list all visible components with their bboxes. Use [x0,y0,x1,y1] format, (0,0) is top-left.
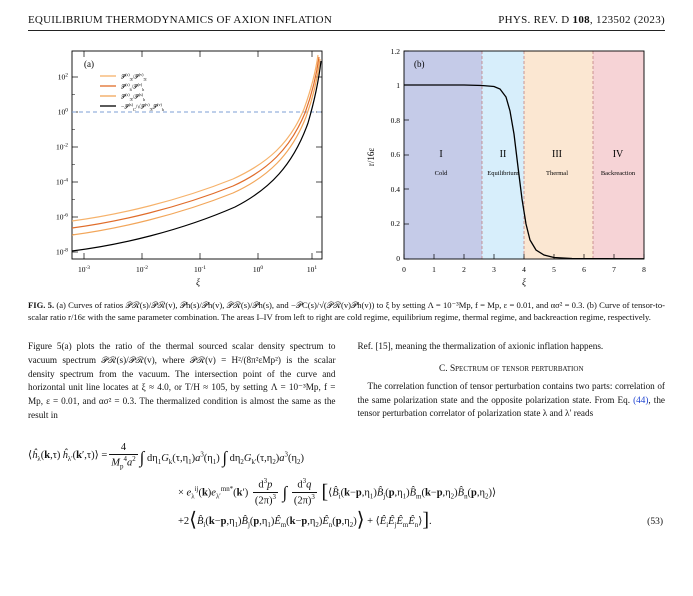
section-number: C. [438,363,448,374]
svg-text:3: 3 [492,265,496,274]
svg-text:𝒫(s)ℛ/𝒫(s)h: 𝒫$^{(s)}_ℛ$/𝒫$^{(s)}_h$ [121,92,145,102]
equation-53 [28,441,665,530]
svg-text:10-4: $10^{-4}$ [56,177,68,187]
svg-text:ξ: ξ [522,277,526,287]
figure-caption-text: (a) Curves of ratios 𝒫ℛ(s)/𝒫ℛ(v), 𝒫h(s)/𝒫h(v), 𝒫ℛ(s)/𝒫h(s), and −𝒫C(s)/√(𝒫ℛ(v)𝒫h(v)) to ξ by setting Λ = 10⁻³Mp, f = Mp, ε = 0.01, and ασ² = 0.3. (b) Curve of tensor-to-scalar ratio r/16ε with the same parameter combination. The areas I–IV from left to right are cold regime, equilibrium regime, thermal regime, and backreaction regime, respectively. [28,300,665,323]
running-head-title: EQUILIBRIUM THERMODYNAMICS OF AXION INFLATION [28,14,332,26]
svg-text:1.2: 1.2 [390,47,400,56]
svg-text:6: 6 [582,265,586,274]
svg-text:Equilibrium: Equilibrium [487,170,519,177]
section-title: Spectrum of tensor perturbation [449,363,584,374]
svg-text:−𝒫(s)C/√𝒫(v)ℛ𝒫(v)h: −𝒫$^{(s)}_C$/√𝒫$^{(v)}_ℛ$𝒫$^{(v)}_h$ [121,102,164,112]
journal-volume: 108 [572,14,590,26]
svg-text:0.2: 0.2 [390,219,400,228]
journal-article: , 123502 (2023) [589,14,665,26]
left-p1-def: 𝒫ℛ(v) = H²/(8π²εMp²) [189,354,281,365]
left-column [28,340,336,427]
journal-name: PHYS. REV. D [498,14,573,26]
svg-text:0.4: 0.4 [390,185,400,194]
svg-text:102: $10^2$ [57,72,68,82]
svg-text:1: 1 [432,265,436,274]
right-p1-text: Ref. [15], meaning the thermalization of axionic inflation happens. [357,340,604,351]
running-head-journal [498,14,665,26]
svg-text:7: 7 [612,265,616,274]
svg-text:Thermal: Thermal [545,170,569,177]
equation-lhs: $⟨ĥ_\lambda(k,\tau)$ $ĥ_{\lambda'}(k',\tau)⟩$ = [28,450,108,464]
equation-link-44[interactable]: (44) [633,394,649,405]
svg-text:IV: IV [612,149,624,160]
svg-text:5: 5 [552,265,556,274]
equation-line-2: × $e_\lambda^{ij}(k)e_{\lambda'}^{mn*}(k')$ $\frac{d^3p}{(2\pi)^3}$ ∫ $\frac{d^3q}{(2\pi)^3}$ [$⟨B̂_i(k-p,\eta_1)B̂_j(p,\eta_1)B̂_m(k-p,\eta_2)B̂_n(p,\eta_2)⟩$ [178,478,497,507]
svg-text:0: 0 [402,265,406,274]
right-column [358,340,666,427]
svg-text:10-6: $10^{-6}$ [56,212,68,222]
svg-text:10-3: $10^{-3}$ [78,265,90,274]
svg-text:ξ: ξ [196,277,200,287]
equation-line-3: $+2⟨B̂_i(k-p,\eta_1)B̂_j(p,\eta_1)Ê_m(k-p,\eta_2)Ê_n(p,\eta_2)⟩$ + $⟨Ê_iÊ_jÊ_mÊ_n⟩$]. [178,509,432,532]
section-heading-c [358,362,666,376]
svg-text:0.6: 0.6 [390,150,400,159]
svg-text:III: III [552,149,562,160]
equation-number: (53) [647,517,663,528]
svg-text:Cold: Cold [434,170,448,177]
right-paragraph-1 [358,340,666,354]
figure-caption [28,299,665,324]
equation-integrals-1: ∫ $d\eta_1G_k(\tau,\eta_1)a^3(\eta_1)$ ∫ $d\eta_2G_{k'}(\tau,\eta_2)a^3(\eta_2)$ [139,448,304,467]
svg-text:100: $10^0$ [57,107,68,117]
svg-text:10-2: $10^{-2}$ [136,265,148,274]
right-p2-post: , the tensor perturbation correlator of polarization state λ and λ′ reads [357,394,665,419]
panel-a-svg [28,39,340,289]
svg-text:10-2: $10^{-2}$ [56,142,68,152]
right-p2-pre: The correlation function of tensor perturbation contains two parts: correlation of the same polarization state and the opposite polarization state. From Eq. [357,380,665,405]
figure-label: FIG. 5. [28,300,55,310]
svg-text:101: $10^1$ [306,265,318,274]
svg-text:(b): (b) [414,59,425,69]
svg-text:1: 1 [396,81,400,90]
svg-text:𝒫(s)h/𝒫(v)h: 𝒫$^{(s)}_h$/𝒫$^{(v)}_h$ [121,82,145,92]
svg-text:II: II [499,149,507,160]
left-p1-post: is the scalar density spectrum from the vacuum. The intersection point of the curve and horizontal unit line locates at ξ ≈ 4.0, or T/H ≈ 105, by setting Λ = 10⁻³Mp, f = Mp, ε = 0.01, and ασ² = 0.3. The thermalized condition is almost the same as the result in [28,354,336,420]
svg-text:r/16ε: r/16ε [366,147,376,167]
svg-text:Backreaction: Backreaction [600,170,636,177]
figure-panel-b [352,39,668,289]
figure-row [28,39,665,289]
running-head [28,14,665,26]
equation-line-1 [28,441,665,472]
left-paragraph [28,340,336,423]
body-columns [28,340,665,427]
svg-text:4: 4 [522,265,526,274]
svg-text:100: $10^0$ [252,265,264,274]
header-rule [28,30,665,31]
svg-text:0: 0 [396,254,400,263]
svg-text:10-8: $10^{-8}$ [56,247,68,257]
svg-text:10-1: $10^{-1}$ [194,265,206,274]
svg-text:2: 2 [462,265,466,274]
panel-b-svg [352,39,668,289]
svg-text:I: I [439,149,443,160]
svg-text:0.8: 0.8 [390,116,400,125]
svg-text:(a): (a) [84,59,94,69]
svg-text:𝒫(s)ℛ/𝒫(v)ℛ: 𝒫$^{(s)}_ℛ$/𝒫$^{(v)}_ℛ$ [121,72,147,82]
left-p1-mid: , where [154,354,190,365]
right-paragraph-2 [358,380,666,421]
figure-panel-a [28,39,340,289]
left-p1-ratio: 𝒫ℛ(s)/𝒫ℛ(v) [101,354,155,365]
svg-text:8: 8 [642,265,646,274]
left-p1-pre: Figure 5(a) plots the ratio of the thermal sourced scalar density spectrum to vacuum spectrum [28,340,336,365]
equation-prefactor: $\frac{4}{M_p^4a^2}$ [111,441,136,471]
